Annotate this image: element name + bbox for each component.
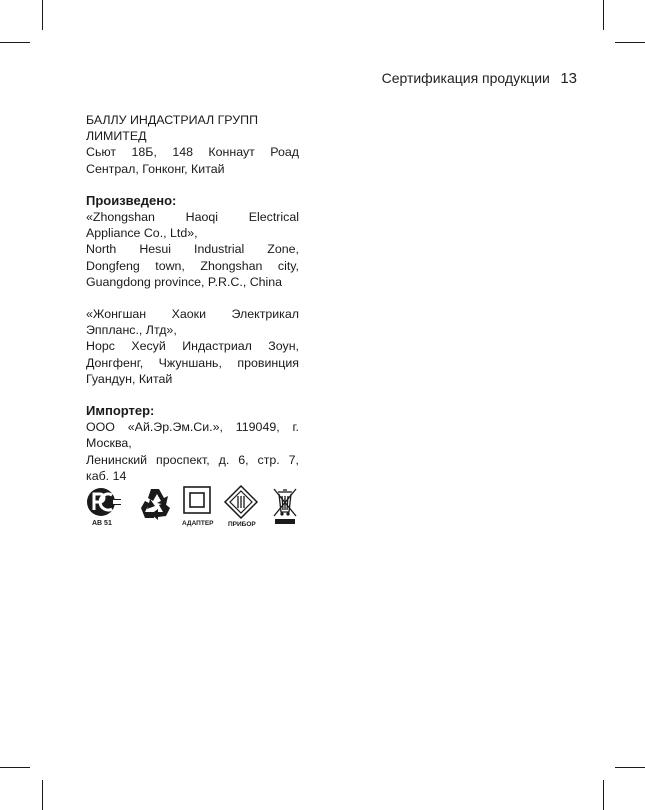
manufacturer-line: North Hesui Industrial Zone, [86, 242, 299, 257]
page-title: Сертификация продукции [381, 70, 550, 86]
crop-mark-bottom-right-v [603, 780, 604, 810]
weee-bin-icon [272, 486, 298, 526]
importer-line: Ленинский проспект, д. 6, стр. 7, [86, 452, 299, 467]
page-header [382, 70, 577, 88]
importer-line: Москва, [86, 436, 132, 451]
rst-conformity-icon [86, 486, 122, 518]
manufacturer-line: Донгфенг, Чжуншань, провинция [86, 355, 299, 370]
certification-text [86, 112, 299, 484]
double-insulation-icon [183, 486, 211, 518]
crop-mark-bottom-left-v [42, 780, 43, 810]
importer-block [86, 403, 299, 484]
certification-logos [80, 484, 310, 534]
recycling-icon [137, 486, 173, 522]
company-address-line: Сьют 18Б, 148 Коннаут Роад [86, 145, 299, 160]
manufacturer-line: «Zhongshan Haoqi Electrical [86, 210, 299, 225]
manufacturer-line: Guangdong province, P.R.C., China [86, 274, 283, 289]
class-three-device-icon [223, 485, 259, 519]
adapter-label: АДАПТЕР [182, 520, 214, 527]
importer-heading: Импортер: [86, 403, 155, 419]
company-address-line: Сентрал, Гонконг, Китай [86, 161, 225, 176]
crop-mark-bottom-right-h [615, 767, 645, 768]
company-name-line: БАЛЛУ ИНДАСТРИАЛ ГРУПП [86, 113, 258, 127]
importer-line: каб. 14 [86, 468, 127, 483]
manufacturer-line: Гуандун, Китай [86, 371, 173, 386]
company-block [86, 112, 299, 177]
crop-mark-top-left-v [42, 0, 43, 30]
crop-mark-top-right-h [615, 42, 645, 43]
rst-code: АВ 51 [92, 520, 112, 527]
manufacturer-line: Эппланс., Лтд», [86, 323, 177, 338]
manufacturer-line: «Жонгшан Хаоки Электрикал [86, 307, 299, 322]
company-name-line: ЛИМИТЕД [86, 129, 147, 144]
crop-mark-top-right-v [603, 0, 604, 30]
device-label: ПРИБОР [228, 521, 256, 528]
crop-mark-bottom-left-h [0, 767, 30, 768]
page-number: 13 [560, 70, 577, 87]
manufacturer-line: Appliance Co., Ltd», [86, 226, 198, 241]
manufacturer-heading: Произведено: [86, 192, 177, 208]
manufacturer-block [86, 193, 299, 387]
crop-mark-top-left-h [0, 42, 30, 43]
manufacturer-line: Норс Хесуй Индастриал Зоун, [86, 339, 299, 354]
manufacturer-line: Dongfeng town, Zhongshan city, [86, 258, 299, 273]
importer-line: ООО «Ай.Эр.Эм.Си.», 119049, г. [86, 420, 299, 435]
